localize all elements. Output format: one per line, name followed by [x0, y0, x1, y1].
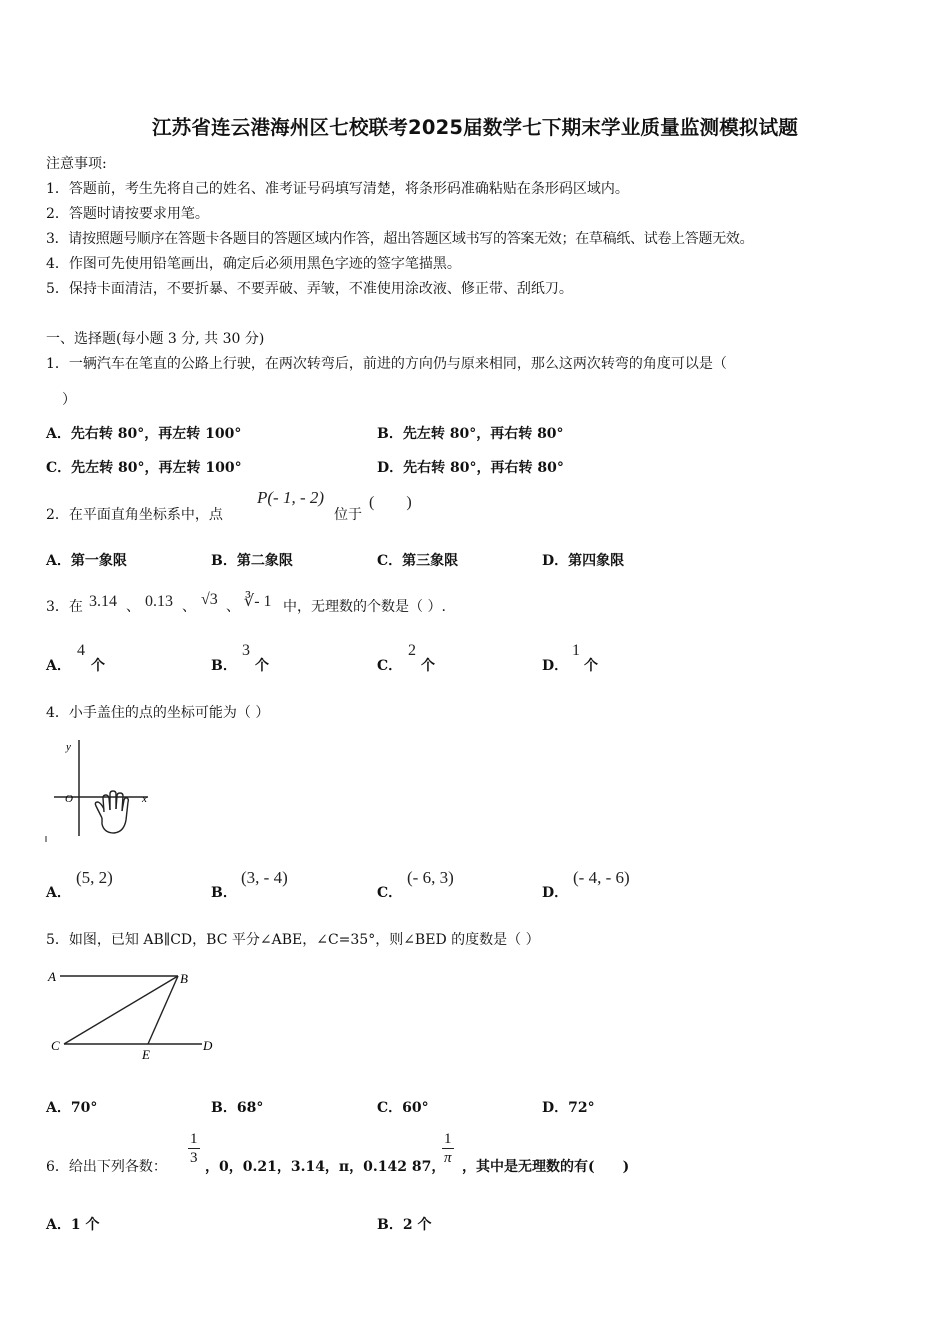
question-1-paren: ）: [62, 392, 76, 408]
q4-coordinate-figure: [44, 736, 164, 846]
q5-option-d: D．72°: [542, 1100, 595, 1116]
q4-option-a-label: A．: [46, 885, 71, 901]
q5-option-b: B．68°: [211, 1100, 264, 1116]
q5-label-a: A: [48, 969, 56, 984]
q1-option-c: C．先左转 80°，再左转 100°: [46, 460, 242, 476]
q4-option-c-label: C．: [377, 885, 403, 901]
q3-number-4: ∛- 1: [244, 593, 272, 610]
question-2-paren: ( ): [369, 494, 412, 511]
fraction-numerator: 1: [190, 1131, 198, 1147]
q2-option-d: D．第四象限: [542, 553, 625, 569]
q1-option-b: B．先左转 80°，再右转 80°: [377, 426, 564, 442]
question-2-point: P(- 1, - 2): [257, 488, 325, 507]
q3-sep: 、: [182, 599, 196, 615]
notice-item: 2．答题时请按要求用笔。: [46, 206, 209, 222]
q4-x-label: x: [142, 793, 147, 805]
q5-label-c: C: [51, 1038, 60, 1053]
page-title: 江苏省连云港海州区七校联考2025届数学七下期末学业质量监测模拟试题: [151, 116, 799, 139]
q3-option-d-label: D．: [542, 658, 569, 674]
q3-option-c-label: C．: [377, 658, 403, 674]
question-2-text2: 位于: [334, 507, 362, 523]
question-5-text: 5．如图，已知 AB∥CD，BC 平分∠ABE，∠C=35°，则∠BED 的度数是（ ）: [46, 932, 540, 948]
question-3-suffix: 中，无理数的个数是（ ）.: [283, 599, 446, 615]
q6-fraction-one-over-pi: [442, 1130, 454, 1167]
q4-y-label: y: [66, 741, 71, 753]
fraction-numerator: 1: [444, 1131, 452, 1147]
q3-sep: 、: [126, 599, 140, 615]
q4-option-d-label: D．: [542, 885, 569, 901]
q5-option-a: A．70°: [46, 1100, 98, 1116]
question-6-suffix: ，其中是无理数的有( ): [462, 1159, 630, 1175]
q5-label-b: B: [180, 971, 188, 986]
question-4-text: 4．小手盖住的点的坐标可能为（ ）: [46, 705, 270, 721]
fraction-denominator: 3: [190, 1150, 198, 1166]
notice-item: 4．作图可先使用铅笔画出，确定后必须用黑色字迹的签字笔描黑。: [46, 256, 461, 272]
q5-label-d: D: [203, 1038, 213, 1053]
q3-option-c-unit: 个: [421, 658, 435, 674]
q2-option-a: A．第一象限: [46, 553, 127, 569]
q6-fraction-one-third: [188, 1130, 200, 1167]
q4-option-b-label: B．: [211, 885, 237, 901]
q3-number-3: √3: [201, 591, 218, 608]
q3-option-a-num: 4: [77, 642, 85, 659]
q3-option-b-num: 3: [242, 642, 250, 659]
q6-option-b: B．2 个: [377, 1217, 432, 1233]
q3-option-d-unit: 个: [584, 658, 598, 674]
notice-heading: 注意事项:: [46, 156, 107, 172]
q5-option-c: C．60°: [377, 1100, 429, 1116]
q3-sep: 、: [226, 599, 240, 615]
q2-option-b: B．第二象限: [211, 553, 293, 569]
question-1-text: 1．一辆汽车在笔直的公路上行驶，在两次转弯后，前进的方向仍与原来相同，那么这两次转弯的角度可以是（: [46, 356, 727, 372]
q3-number-2: 0.13: [145, 593, 173, 610]
q1-option-d: D．先右转 80°，再右转 80°: [377, 460, 564, 476]
notice-item: 3．请按照题号顺序在答题卡各题目的答题区域内作答，超出答题区域书写的答案无效；在草稿纸、试卷上答题无效。: [46, 231, 754, 247]
q3-option-b-label: B．: [211, 658, 237, 674]
q5-geometry-figure: [44, 962, 224, 1062]
q4-option-d-value: (- 4, - 6): [573, 868, 630, 887]
q5-label-e: E: [142, 1047, 150, 1062]
q3-option-a-label: A．: [46, 658, 71, 674]
q3-option-d-num: 1: [572, 642, 580, 659]
q3-number-1: 3.14: [89, 593, 117, 610]
q6-option-a: A．1 个: [46, 1217, 100, 1233]
q4-origin-label: O: [65, 793, 73, 805]
q3-option-c-num: 2: [408, 642, 416, 659]
q3-option-b-unit: 个: [255, 658, 269, 674]
section-heading: 一、选择题(每小题 3 分, 共 30 分): [46, 331, 265, 347]
q1-option-a: A．先右转 80°，再左转 100°: [46, 426, 242, 442]
q4-option-a-value: (5, 2): [76, 868, 113, 887]
notice-item: 1．答题前，考生先将自己的姓名、准考证号码填写清楚，将条形码准确粘贴在条形码区域内。: [46, 181, 629, 197]
question-6-prefix: 6．给出下列各数：: [46, 1159, 167, 1175]
q4-option-b-value: (3, - 4): [241, 868, 288, 887]
fraction-denominator: π: [443, 1150, 452, 1166]
question-3-prefix: 3．在: [46, 599, 83, 615]
q2-option-c: C．第三象限: [377, 553, 459, 569]
q3-option-a-unit: 个: [91, 658, 105, 674]
q4-option-c-value: (- 6, 3): [407, 868, 454, 887]
notice-item: 5．保持卡面清洁，不要折暴、不要弄破、弄皱，不准使用涂改液、修正带、刮纸刀。: [46, 281, 573, 297]
question-6-middle: ，0，0.21，3.14，π，0.142 87，: [205, 1159, 446, 1175]
question-2-text: 2．在平面直角坐标系中，点: [46, 507, 223, 523]
